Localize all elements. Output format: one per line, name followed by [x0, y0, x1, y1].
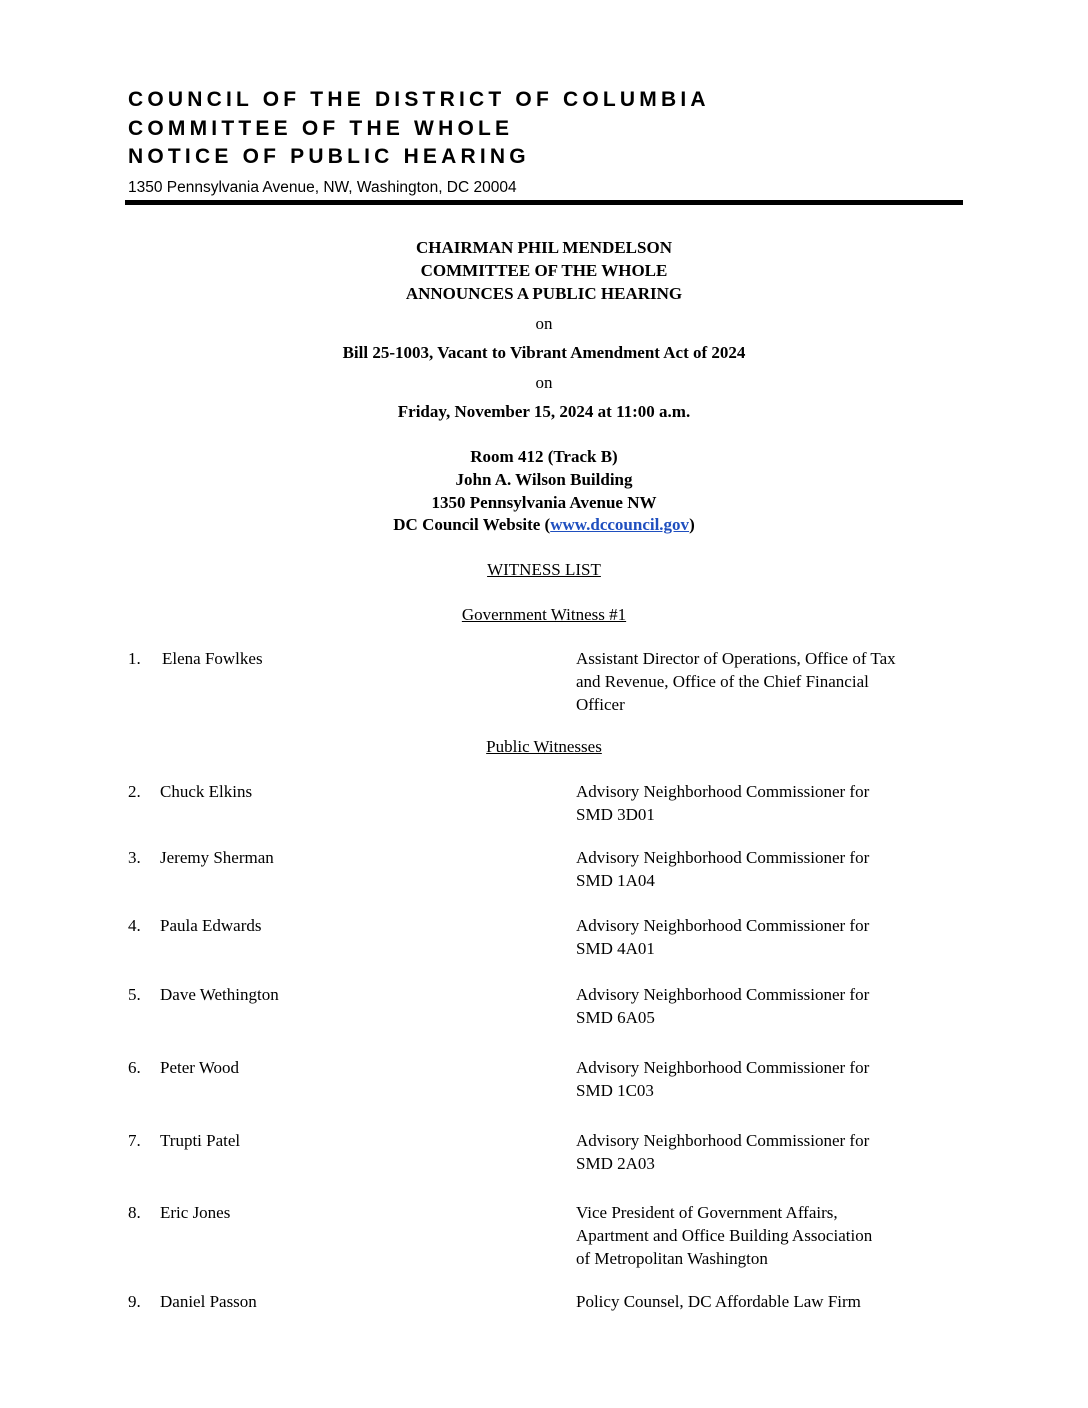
announcement-hearing: ANNOUNCES A PUBLIC HEARING [405, 283, 683, 303]
witness-title [576, 1290, 956, 1313]
witness-name: Elena Fowlkes [162, 649, 263, 668]
government-witness-title: Government Witness #1 [461, 605, 627, 624]
letterhead-address: 1350 Pennsylvania Avenue, NW, Washington, DC 20004 [128, 178, 517, 196]
witness-title-line: SMD 6A05 [576, 1008, 655, 1027]
witness-title [576, 647, 956, 716]
witness-title-line: Advisory Neighborhood Commissioner for [576, 848, 870, 867]
website-suffix: ) [689, 515, 695, 535]
witness-title-line: Advisory Neighborhood Commissioner for [576, 1058, 870, 1077]
witness-title [576, 914, 956, 960]
letterhead-notice: NOTICE OF PUBLIC HEARING [128, 145, 530, 168]
witness-list-title: WITNESS LIST [487, 560, 601, 579]
witness-title [576, 780, 956, 826]
witness-list-heading [0, 559, 1088, 582]
witness-title-line: SMD 2A03 [576, 1154, 655, 1173]
witness-name: Eric Jones [160, 1203, 231, 1222]
on-label: on [535, 314, 553, 333]
witness-number: 1. [128, 649, 141, 668]
letterhead-council: COUNCIL OF THE DISTRICT OF COLUMBIA [128, 88, 710, 111]
witness-title [576, 1201, 956, 1270]
government-witness-heading [0, 604, 1088, 627]
public-witnesses-title: Public Witnesses [486, 737, 602, 756]
announcement-committee: COMMITTEE OF THE WHOLE [420, 260, 668, 280]
public-witnesses-heading [0, 736, 1088, 759]
witness-title-line: Assistant Director of Operations, Office of Tax [576, 649, 896, 668]
hearing-datetime [0, 401, 1088, 424]
witness-name: Chuck Elkins [160, 782, 253, 801]
website-link[interactable]: www.dccouncil.gov [550, 515, 690, 535]
bill-title [0, 342, 1088, 365]
witness-number: 2. [128, 782, 141, 801]
witness-name: Paula Edwards [160, 916, 262, 935]
letterhead-committee: COMMITTEE OF THE WHOLE [128, 116, 514, 140]
location-room: Room 412 (Track B) [470, 447, 618, 466]
witness-title-line: SMD 1C03 [576, 1081, 654, 1100]
witness-name: Dave Wethington [160, 985, 279, 1004]
witness-name: Peter Wood [160, 1058, 240, 1077]
witness-title-line: Advisory Neighborhood Commissioner for [576, 782, 870, 801]
witness-title-line: Vice President of Government Affairs, [576, 1203, 838, 1222]
datetime-label: Friday, November 15, 2024 at 11:00 a.m. [397, 402, 691, 421]
witness-name: Trupti Patel [160, 1131, 241, 1150]
witness-title-line: SMD 3D01 [576, 805, 655, 824]
witness-name: Daniel Passon [160, 1292, 257, 1311]
witness-title-line: SMD 4A01 [576, 939, 655, 958]
witness-number: 5. [128, 985, 141, 1004]
witness-title-line: of Metropolitan Washington [576, 1249, 768, 1268]
witness-title-line: and Revenue, Office of the Chief Financial [576, 672, 869, 691]
witness-number: 9. [128, 1292, 141, 1311]
witness-title [576, 1056, 956, 1102]
witness-title [576, 983, 956, 1029]
bill-label: Bill 25-1003, Vacant to Vibrant Amendment Act of 2024 [342, 343, 746, 362]
witness-title-line: Officer [576, 695, 625, 714]
witness-number: 3. [128, 848, 141, 867]
witness-number: 4. [128, 916, 141, 935]
letterhead [128, 86, 710, 199]
location-street: 1350 Pennsylvania Avenue NW [431, 492, 657, 512]
location-block [0, 446, 1088, 537]
header-rule [125, 200, 963, 205]
location-building: John A. Wilson Building [455, 469, 633, 489]
witness-title-line: Advisory Neighborhood Commissioner for [576, 985, 870, 1004]
witness-title [576, 1129, 956, 1175]
witness-title [576, 846, 956, 892]
witness-title-line: Advisory Neighborhood Commissioner for [576, 916, 870, 935]
witness-number: 6. [128, 1058, 141, 1077]
on-text-1 [0, 313, 1088, 336]
witness-title-line: Apartment and Office Building Association [576, 1226, 873, 1245]
witness-title-line: SMD 1A04 [576, 871, 655, 890]
witness-name: Jeremy Sherman [160, 848, 274, 867]
witness-title-line: Advisory Neighborhood Commissioner for [576, 1131, 870, 1150]
website-prefix: DC Council Website ( [393, 515, 551, 535]
announcement-block [0, 237, 1088, 305]
on-text-2 [0, 372, 1088, 395]
witness-number: 8. [128, 1203, 141, 1222]
on-label: on [535, 373, 553, 392]
witness-title-line: Policy Counsel, DC Affordable Law Firm [576, 1292, 861, 1311]
witness-number: 7. [128, 1131, 141, 1150]
announcement-chairman: CHAIRMAN PHIL MENDELSON [416, 238, 672, 257]
location-website [0, 514, 1088, 537]
